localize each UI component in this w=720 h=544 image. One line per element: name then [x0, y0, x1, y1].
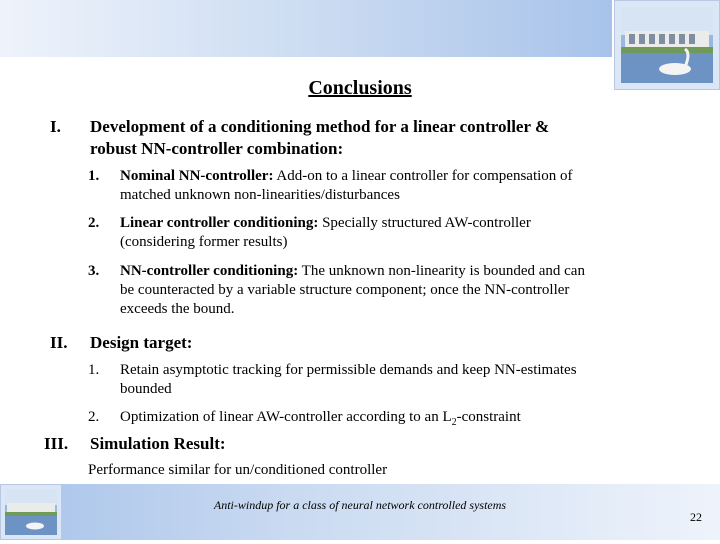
section-numeral-iii: III.: [44, 434, 69, 453]
section-ii-heading: Design target:: [90, 333, 193, 352]
item-text: be counteracted by a variable structure component; once the NN-controller: [120, 282, 570, 298]
item-bold-label: NN-controller conditioning:: [120, 263, 299, 279]
section-i-heading-line2: robust NN-controller combination:: [90, 139, 344, 158]
item-text: The unknown non-linearity is bounded and can: [298, 263, 585, 279]
item-text: bounded: [120, 381, 172, 397]
list-item: [120, 214, 690, 252]
item-text: (considering former results): [120, 234, 288, 250]
footer-text: Anti-windup for a class of neural network controlled systems: [213, 498, 507, 512]
item-text: Retain asymptotic tracking for permissible demands and keep NN-estimates: [120, 362, 577, 378]
item-number: 3.: [88, 263, 100, 279]
list-item: [120, 408, 700, 432]
item-number: 1.: [88, 362, 100, 378]
section-iii-heading: Simulation Result:: [90, 434, 226, 453]
item-bold-label: Linear controller conditioning:: [120, 215, 319, 231]
item-text: -constraint: [456, 409, 521, 425]
item-number: 2.: [88, 215, 100, 231]
section-iii-text: Performance similar for un/conditioned controller: [88, 462, 388, 478]
header-band: [0, 0, 612, 57]
slide-title: Conclusions: [308, 77, 412, 99]
item-number: 1.: [88, 168, 100, 184]
section-numeral-ii: II.: [50, 333, 68, 352]
item-bold-label: Nominal NN-controller:: [120, 168, 274, 184]
page-number: 22: [690, 510, 702, 524]
campus-lake-thumbnail: [0, 484, 62, 540]
item-text: Add-on to a linear controller for compensation of: [273, 168, 573, 184]
list-item: [120, 262, 700, 319]
subscript: 2: [451, 417, 457, 428]
section-i-heading-line1: Development of a conditioning method for a linear controller &: [90, 117, 550, 136]
item-text: Specially structured AW-controller: [318, 215, 531, 231]
item-text: Optimization of linear AW-controller according to an L: [120, 409, 452, 425]
item-text: exceeds the bound.: [120, 301, 235, 317]
section-numeral-i: I.: [50, 117, 61, 136]
list-item: [120, 167, 690, 205]
item-text: matched unknown non-linearities/disturbances: [120, 187, 400, 203]
item-number: 2.: [88, 409, 100, 425]
list-item: [120, 361, 700, 399]
